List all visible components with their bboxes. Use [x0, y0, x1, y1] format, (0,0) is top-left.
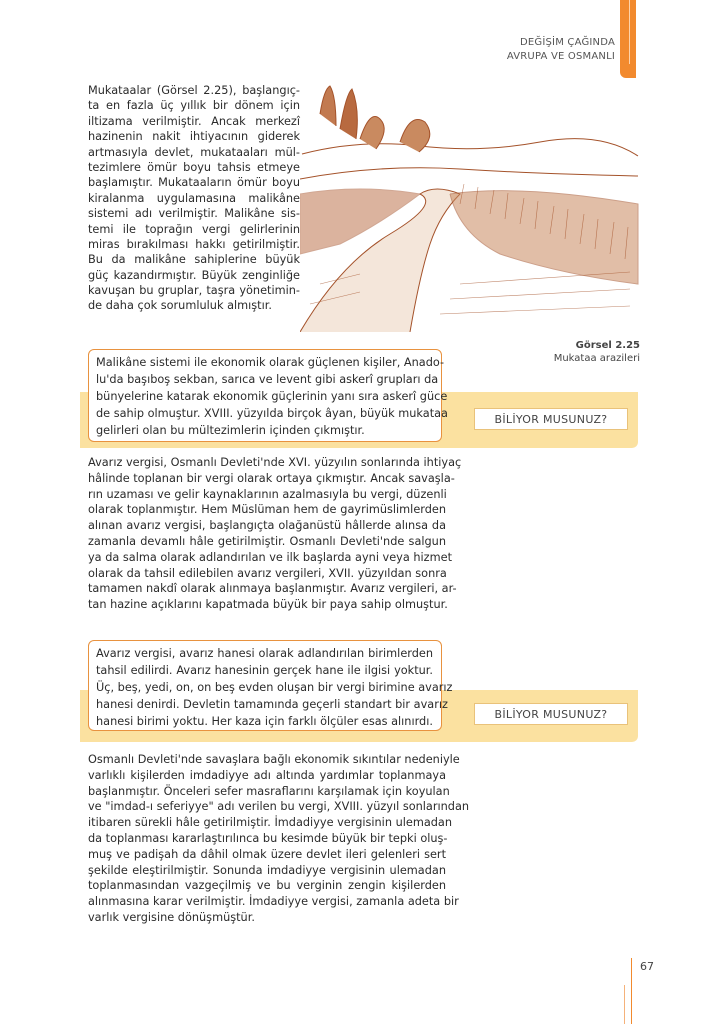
paragraph-imdadiyye [88, 752, 470, 926]
text-line: ya da salma olarak adlandırılan ve ilk başlarda ayni veya hizmet [88, 550, 452, 564]
text-line: temi ile toprağın vergi gelirlerinin [88, 222, 300, 236]
figure-caption-text: Mukataa arazileri [553, 353, 640, 364]
text-line: rın uzaması ve gelir kaynaklarının azalmasıyla bu vergi, düzenli [88, 487, 447, 501]
info-box-avariz-hanesi [88, 640, 453, 731]
page-number: 67 [640, 960, 654, 973]
text-line: kavuşan bu gruplar, taşra yönetimin- [88, 284, 300, 298]
chapter-tab [620, 0, 636, 78]
paragraph-mukataa [88, 83, 300, 314]
text-line: başlamıştır. Mukataaların ömür boyu [88, 176, 300, 190]
header-line2: AVRUPA VE OSMANLI [506, 51, 615, 62]
text-line: Avarız vergisi, Osmanlı Devleti'nde XVI. yüzyılın sonlarında ihtiyaç [88, 456, 462, 469]
text-line: de sahip olmuştur. XVIII. yüzyılda birçok âyan, büyük mukataa [96, 407, 448, 420]
text-line: Osmanlı Devleti'nde savaşlara bağlı ekonomik sıkıntılar nedeniyle [88, 753, 460, 766]
text-line: tezimlere ömür boyu tahsis etmeye [88, 160, 300, 174]
header-line1: DEĞİŞİM ÇAĞINDA [519, 37, 615, 48]
text-line: Avarız vergisi, avarız hanesi olarak adlandırılan birimlerden [96, 647, 433, 660]
text-line: de daha çok sorumluluk almıştır. [88, 299, 272, 313]
text-line: ve "imdad-ı seferiyye" adı verilen bu vergi, XVIII. yüzyıl sonlarından [88, 800, 470, 814]
text-line: zamanla devamlı hâle getirilmiştir. Osmanlı Devleti'nde salgun [88, 534, 446, 548]
text-line: gelirleri olan bu mültezimlerin içinden çıkmıştır. [96, 424, 365, 437]
text-line: şekilde eleştirilmiştir. Sonunda imdadiyye vergisinin ulemadan [88, 863, 446, 877]
text-line: hanesi denirdi. Devletin tamamında geçerli standart bir avarız [96, 698, 448, 711]
text-line: kiralanma uygulamasına malikâne [88, 191, 300, 205]
page-number-rule-secondary [624, 985, 625, 1024]
mukataa-fields-illustration [300, 84, 640, 332]
text-line: Malikâne sistemi ile ekonomik olarak güçlenen kişiler, Anado- [96, 356, 445, 369]
text-line: hazinenin nakit ihtiyacının giderek [88, 130, 300, 144]
text-line: toplanmasından vazgeçilmiş ve bu verginin zengin kişilerden [88, 879, 446, 893]
text-line: olarak da tahsil edilebilen avarız vergileri, XVII. yüzyıldan sonra [88, 566, 447, 580]
text-line: iltizama verilmiştir. Ancak merkezî [88, 114, 300, 128]
text-line: tahsil edilirdi. Avarız hanesinin gerçek hane ile ilgisi yoktur. [96, 664, 433, 677]
text-line: başlanmıştır. Önceleri sefer masraflarını karşılamak için koyulan [88, 784, 450, 798]
text-line: güç kazandırmıştır. Büyük zenginliğe [88, 268, 300, 282]
text-line: hanesi birimi yoktu. Her kaza için farklı ölçüler esas alınırdı. [96, 715, 433, 728]
figure-caption [554, 339, 640, 365]
text-line: varlık vergisine dönüşmüştür. [88, 910, 255, 924]
text-line: tamamen nakdî olarak alınmaya başlanmıştır. Avarız vergileri, ar- [88, 582, 457, 596]
text-line: sistemi adı verilmiştir. Malikâne sis- [88, 207, 300, 221]
biliyor-musunuz-label: BİLİYOR MUSUNUZ? [474, 408, 628, 430]
text-line: Üç, beş, yedi, on, on beş evden oluşan bir vergi birimine avarız [96, 681, 453, 694]
text-line: da toplanması kararlaştırılınca bu kesimde büyük bir tepki oluş- [88, 831, 448, 845]
text-line: lu'da başıboş sekban, sarıca ve levent gibi askerî grupları da [96, 373, 439, 386]
figure-label: Görsel 2.25 [575, 340, 640, 351]
text-line: varlıklı kişilerden imdadiyye adı altında yardımlar toplanmaya [88, 768, 446, 782]
info-box-malikane [88, 349, 448, 442]
text-line: Bu da malikâne sahiplerine büyük [88, 253, 300, 267]
text-line: ta en fazla üç yıllık bir dönem için [88, 99, 300, 113]
text-line: tan hazine açıklarını kapatmada büyük bir paya sahip olmuştur. [88, 598, 448, 612]
text-line: bünyelerine katarak ekonomik güçlerinin yanı sıra askerî güce [96, 390, 448, 403]
biliyor-musunuz-label: BİLİYOR MUSUNUZ? [474, 703, 628, 725]
text-line: alınmasına karar verilmiştir. İmdadiyye vergisi, zamanla adeta bir [88, 895, 459, 909]
text-line: olarak toplanmıştır. Hem Müslüman hem de gayrimüslimlerden [88, 503, 446, 517]
text-line: alınan avarız vergisi, başlangıçta olağanüstü hâllerde alınsa da [88, 519, 446, 533]
text-line: artmasıyla devlet, mukataaları mül- [88, 145, 300, 159]
text-line: miras bırakılması hakkı getirilmiştir. [88, 237, 300, 251]
text-line: hâlinde toplanan bir vergi olarak ortaya çıkmıştır. Ancak savaşla- [88, 471, 455, 485]
text-line: itibaren sürekli hâle getirilmiştir. İmdadiyye vergisinin ulemadan [88, 816, 453, 830]
text-line: Mukataalar (Görsel 2.25), başlangıç- [88, 84, 300, 97]
page-number-rule [631, 958, 632, 1024]
text-line: muş ve padişah da dâhil olmak üzere devlet ileri gelenleri sert [88, 847, 446, 861]
running-header [507, 36, 615, 64]
paragraph-avariz [88, 455, 462, 613]
